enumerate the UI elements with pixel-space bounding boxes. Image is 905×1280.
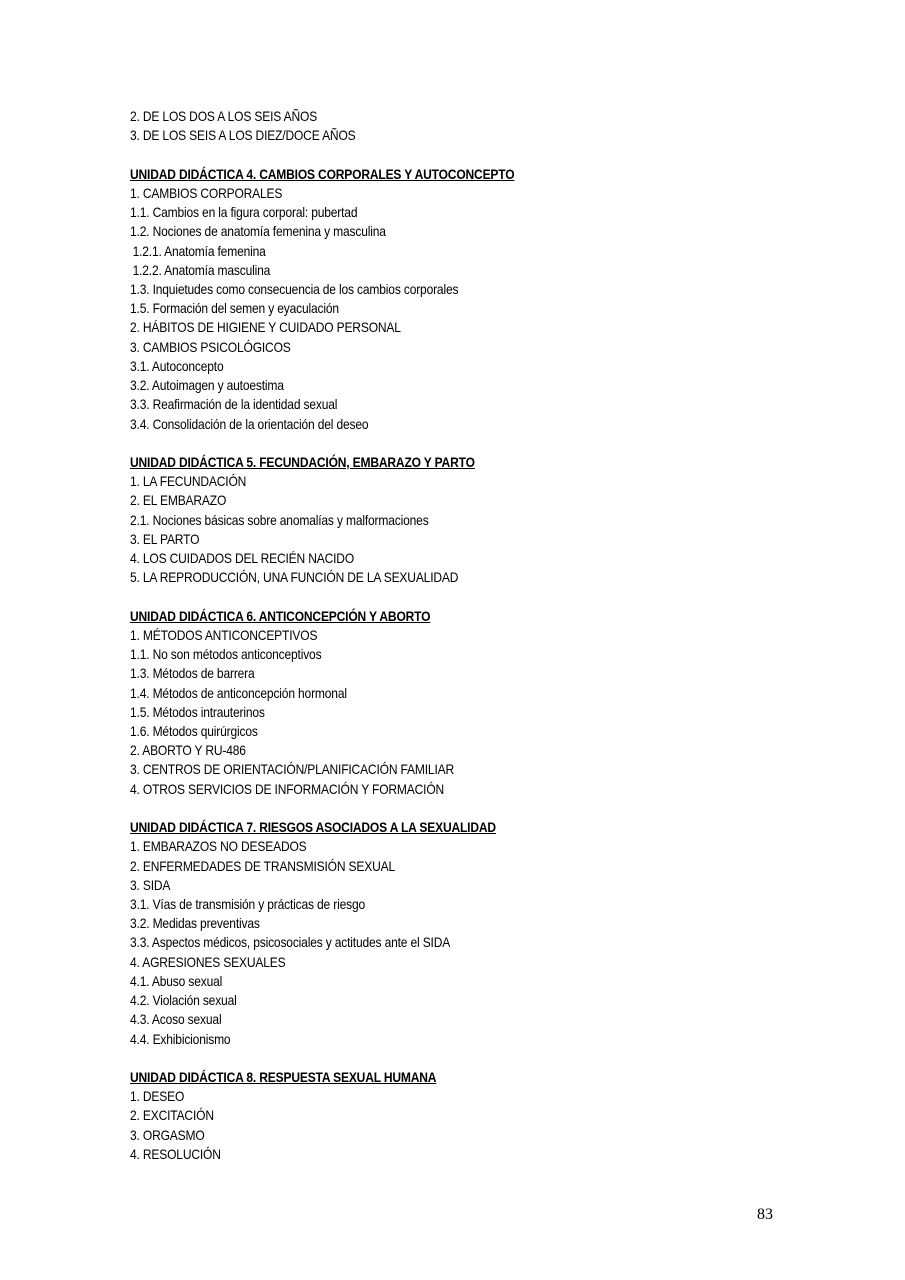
list-item: 3. CENTROS DE ORIENTACIÓN/PLANIFICACIÓN FAMILIAR [130,761,455,778]
section-heading: UNIDAD DIDÁCTICA 8. RESPUESTA SEXUAL HUMANA [130,1068,437,1085]
section-heading: UNIDAD DIDÁCTICA 6. ANTICONCEPCIÓN Y ABORTO [130,607,431,624]
list-item: 3.1. Autoconcepto [130,357,224,374]
list-item: 1.3. Inquietudes como consecuencia de los cambios corporales [130,280,459,297]
list-item: 2. EXCITACIÓN [130,1107,214,1124]
blank-line [130,145,514,164]
list-item: 1. EMBARAZOS NO DESEADOS [130,838,307,855]
list-item: 3. SIDA [130,876,171,893]
page-number: 83 [757,1206,773,1223]
document-body [130,107,577,1164]
list-item: 4.2. Violación sexual [130,992,237,1009]
list-item: 1.5. Formación del semen y eyaculación [130,300,339,317]
list-item: 3. CAMBIOS PSICOLÓGICOS [130,338,291,355]
list-item: 2. DE LOS DOS A LOS SEIS AÑOS [130,108,318,124]
list-item: 3.3. Reafirmación de la identidad sexual [130,396,338,413]
list-item: 4.1. Abuso sexual [130,972,223,989]
list-item: 4. RESOLUCIÓN [130,1145,221,1162]
list-item: 1.2.2. Anatomía masculina [132,261,271,278]
section-heading: UNIDAD DIDÁCTICA 5. FECUNDACIÓN, EMBARAZO Y PARTO [130,453,475,470]
blank-line [130,434,514,453]
list-item: 3.3. Aspectos médicos, psicosociales y actitudes ante el SIDA [130,934,451,951]
list-item: 1.3. Métodos de barrera [130,665,255,682]
list-item: 3.4. Consolidación de la orientación del deseo [130,415,369,432]
list-item: 1.5. Métodos intrauterinos [130,703,265,720]
list-item: 1.1. No son métodos anticonceptivos [130,646,322,663]
section-heading: UNIDAD DIDÁCTICA 4. CAMBIOS CORPORALES Y AUTOCONCEPTO [130,165,515,182]
list-item: 4. LOS CUIDADOS DEL RECIÉN NACIDO [130,550,355,567]
blank-line [130,799,514,818]
list-item: 2.1. Nociones básicas sobre anomalías y malformaciones [130,511,429,528]
list-item: 3.2. Autoimagen y autoestima [130,377,284,394]
list-item: 3. EL PARTO [130,530,200,547]
list-item: 1.2.1. Anatomía femenina [132,242,266,259]
section-heading: UNIDAD DIDÁCTICA 7. RIESGOS ASOCIADOS A LA SEXUALIDAD [130,819,496,836]
list-item: 5. LA REPRODUCCIÓN, UNA FUNCIÓN DE LA SEXUALIDAD [130,569,459,586]
list-item: 4. OTROS SERVICIOS DE INFORMACIÓN Y FORMACIÓN [130,780,445,797]
blank-line [130,1049,514,1068]
list-item: 2. ENFERMEDADES DE TRANSMISIÓN SEXUAL [130,857,396,874]
list-item: 1.6. Métodos quirúrgicos [130,723,258,739]
list-item: 2. EL EMBARAZO [130,492,227,509]
list-item: 1.4. Métodos de anticoncepción hormonal [130,684,347,701]
list-item: 3. ORGASMO [130,1126,205,1143]
list-item: 3. DE LOS SEIS A LOS DIEZ/DOCE AÑOS [130,127,356,144]
list-item: 1. CAMBIOS CORPORALES [130,184,283,201]
list-item: 4.3. Acoso sexual [130,1011,222,1028]
list-item: 3.2. Medidas preventivas [130,915,260,932]
list-item: 1. MÉTODOS ANTICONCEPTIVOS [130,626,318,643]
list-item: 2. ABORTO Y RU-486 [130,742,246,759]
blank-line [130,587,514,606]
list-item: 1. LA FECUNDACIÓN [130,473,247,490]
list-item: 4. AGRESIONES SEXUALES [130,953,286,970]
list-item: 1.1. Cambios en la figura corporal: pubertad [130,204,358,221]
list-item: 4.4. Exhibicionismo [130,1030,231,1047]
list-item: 1.2. Nociones de anatomía femenina y masculina [130,223,386,240]
list-item: 3.1. Vías de transmisión y prácticas de riesgo [130,895,366,912]
list-item: 1. DESEO [130,1088,185,1105]
list-item: 2. HÁBITOS DE HIGIENE Y CUIDADO PERSONAL [130,319,401,336]
